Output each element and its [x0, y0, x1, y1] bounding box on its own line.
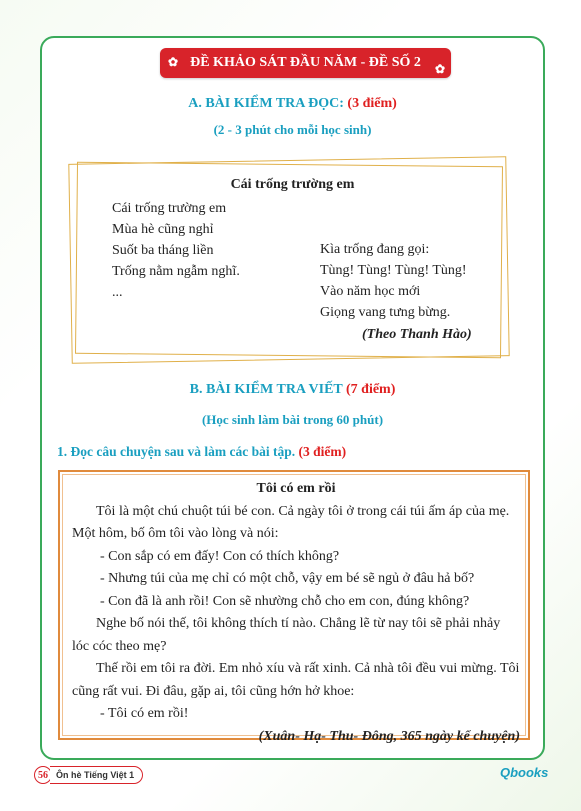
poem-title: Cái trống trường em [230, 177, 355, 192]
publisher-logo [500, 765, 548, 780]
story-dialogue: - Tôi có em rồi! [100, 706, 189, 721]
story-dialogue: - Con sắp có em đấy! Con có thích không? [100, 548, 340, 564]
section-a-note: (2 - 3 phút cho mỗi học sinh) [213, 122, 372, 137]
page-number: 56 [34, 766, 52, 784]
book-title: Ôn hè Tiếng Việt 1 [50, 766, 143, 784]
banner-title: ĐỀ KHẢO SÁT ĐẦU NĂM - ĐỀ SỐ 2 [190, 55, 421, 70]
story-paragraph: Nghe bố nói thế, tôi không thích tí nào. Chẳng lẽ từ nay tôi sẽ phải nhảy lóc cóc theo mẹ? [72, 616, 501, 654]
story-body [72, 478, 520, 748]
story-paragraph: Tôi là một chú chuột túi bé con. Cả ngày tôi ở trong cái túi ấm áp của mẹ. Một hôm, bố ôm tôi vào lòng và nói: [72, 503, 510, 541]
story-title: Tôi có em rồi [256, 481, 336, 496]
story-source: (Xuân- Hạ- Thu- Đông, 365 ngày kể chuyện) [258, 728, 520, 744]
section-b-heading: B. BÀI KIỂM TRA VIẾT (7 điểm) [189, 382, 396, 397]
story-dialogue: - Con đã là anh rồi! Con sẽ nhường chỗ cho em con, đúng không? [100, 593, 470, 609]
page-footer [34, 766, 143, 784]
flower-icon: ✿ [168, 55, 179, 69]
section-a-heading: A. BÀI KIỂM TRA ĐỌC: (3 điểm) [188, 96, 397, 111]
exam-banner [160, 48, 451, 78]
story-dialogue: - Nhưng túi của mẹ chỉ có một chỗ, vậy em bé sẽ ngủ ở đâu hả bố? [100, 571, 475, 586]
logo-text: Qbooks [500, 765, 549, 780]
poem-source: (Theo Thanh Hào) [362, 327, 472, 342]
poem-left-stanza: Cái trống trường em Mùa hè cũng nghỉ Suốt ba tháng liền Trống nằm ngẫm nghĩ. ... [112, 201, 240, 300]
flower-icon: ✿ [434, 62, 445, 76]
question-1: 1. Đọc câu chuyện sau và làm các bài tập. (3 điểm) [57, 444, 347, 459]
section-b-note: (Học sinh làm bài trong 60 phút) [201, 412, 384, 427]
poem-right-stanza: Kìa trống đang gọi: Tùng! Tùng! Tùng! Tùng! Vào năm học mới Giọng vang tưng bừng. [320, 242, 467, 320]
story-paragraph: Thế rồi em tôi ra đời. Em nhỏ xíu và rất xinh. Cả nhà tôi đều vui mừng. Tôi cũng rất vui. Đi đâu, gặp ai, tôi cũng hớn hở khoe: [72, 661, 520, 699]
